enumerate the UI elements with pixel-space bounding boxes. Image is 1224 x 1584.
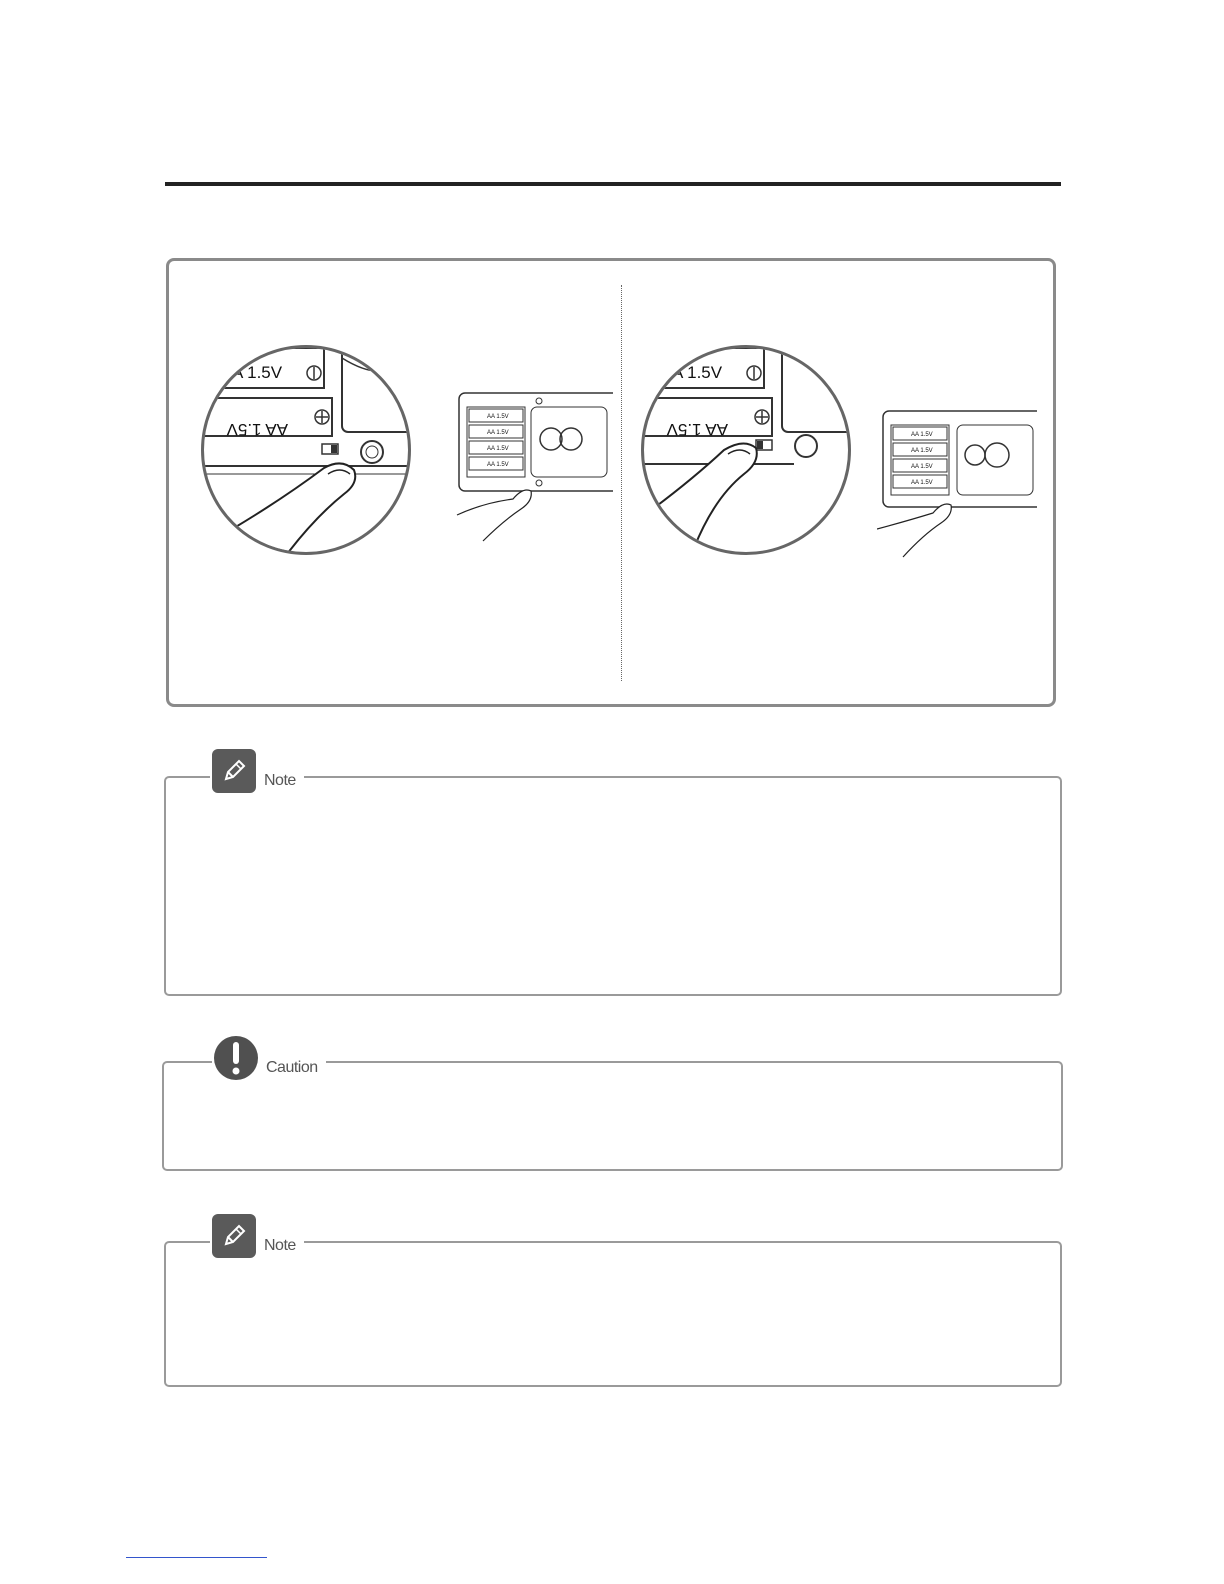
svg-text:AA 1.5V: AA 1.5V	[487, 414, 509, 420]
svg-text:AA 1.5V: AA 1.5V	[911, 432, 933, 438]
note-label-2: Note	[264, 1237, 296, 1254]
figure-panel	[166, 258, 1056, 707]
remote-illustration-left	[453, 391, 613, 551]
caution-box	[162, 1061, 1063, 1171]
left-battery-bottom-text: AA 1.5V	[226, 420, 288, 439]
svg-text:AA 1.5V: AA 1.5V	[487, 446, 509, 452]
note-box-1	[164, 772, 1062, 996]
zoom-illustration-left	[201, 345, 411, 555]
remote-illustration-right	[877, 409, 1037, 569]
pencil-icon	[212, 1214, 256, 1258]
svg-text:AA 1.5V: AA 1.5V	[911, 464, 933, 470]
svg-text:AA 1.5V: AA 1.5V	[487, 430, 509, 436]
figure-divider	[621, 285, 622, 681]
svg-text:AA 1.5V: AA 1.5V	[487, 462, 509, 468]
right-battery-bottom-text: AA 1.5V	[666, 420, 728, 439]
top-rule	[165, 182, 1061, 186]
zoom-illustration-right	[641, 345, 851, 555]
note-tab-1	[210, 748, 304, 794]
svg-text:AA 1.5V: AA 1.5V	[911, 480, 933, 486]
note-label-1: Note	[264, 772, 296, 789]
note-box-2	[164, 1237, 1062, 1387]
caution-tab	[212, 1035, 326, 1081]
left-battery-top-text: A 1.5V	[232, 363, 283, 382]
exclamation-icon	[214, 1036, 258, 1080]
pencil-icon	[212, 749, 256, 793]
footer-link-underline[interactable]	[126, 1557, 267, 1558]
note-tab-2	[210, 1213, 304, 1259]
caution-label: Caution	[266, 1059, 318, 1076]
right-battery-top-text: A 1.5V	[672, 363, 723, 382]
svg-text:AA 1.5V: AA 1.5V	[911, 448, 933, 454]
